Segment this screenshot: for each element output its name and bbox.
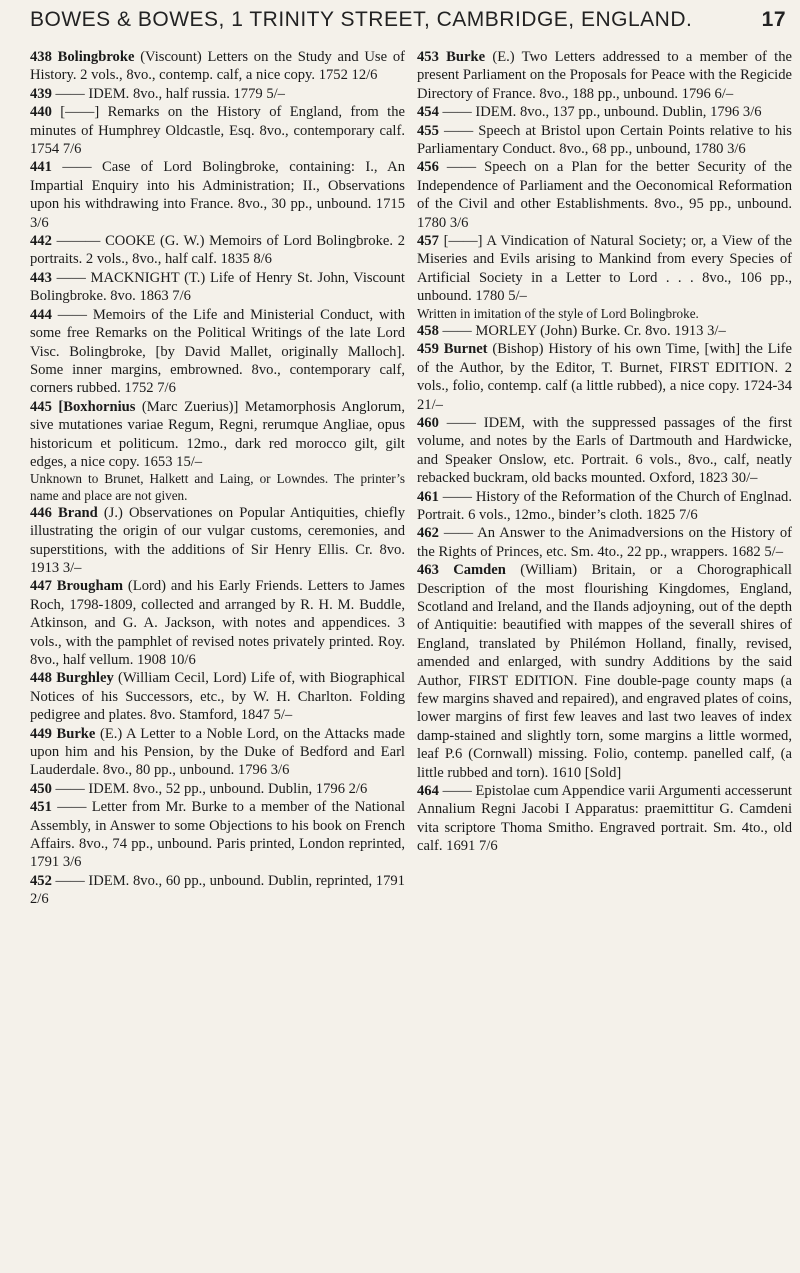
entry-title: Brougham <box>56 578 124 595</box>
entry-text: —— IDEM. 8vo., 52 pp., unbound. Dublin, 1796 2/6 <box>55 780 368 797</box>
entry-number: 461 <box>417 488 439 505</box>
entry-text: —— An Answer to the Animadversions on the History of the Rights of Princes, etc. Sm. 4to., 22 pp., wrappers. 1682 5/– <box>417 525 792 560</box>
entry-text: —— Speech on a Plan for the better Security of the Independence of Parliament and the Oeconomical Reformation of the Civil and other Establishments. 8vo., 95 pp., unbound. 1780 3/6 <box>417 159 792 231</box>
page-number: 17 <box>761 8 786 31</box>
entry-number: 462 <box>417 525 439 542</box>
catalogue-entry <box>30 504 405 578</box>
entry-text: (William) Britain, or a Chorographicall Description of the most flourishing Kingdomes, England, Scotland and Ireland, and the Ilands adjoyning, out of the depth of Antiquitie: beautified with mappes of the severall shires of England, translated by Philémon Holland, finally, revised, amended and enlarged, with sundry Additions by the said Author, FIRST EDITION. Fine double-page county maps (a few margins shaved and repaired), and engraved plates of coins, lower margins of first few leaves and last two leaves of index damp-stained and slightly torn, some margins a little wormed, leaf P.6 (Cornwall) missing. Folio, contemp. panelled calf, (a little rubbed and torn). 1610 [Sold] <box>417 562 792 781</box>
catalogue-entry <box>417 48 792 103</box>
catalogue-entry <box>417 340 792 414</box>
entry-text: (E.) Two Letters addressed to a member of the present Parliament on the Proposals for Peace with the Regicide Directory of France. 8vo., 188 pp., unbound. 1796 6/– <box>417 49 792 102</box>
entry-text: (Bishop) History of his own Time, [with] the Life of the Author, by the Editor, T. Burnet, FIRST EDITION. 2 vols., folio, contemp. calf (a little rubbed), a nice copy. 1724-34 21/– <box>417 341 792 413</box>
entry-number: 448 <box>30 670 52 687</box>
catalogue-entry <box>30 306 405 398</box>
entry-number: 446 <box>30 504 52 521</box>
entry-text: (Marc Zuerius)] Metamorphosis Anglorum, sive mutationes variae Regum, Regni, rerumque Angliae, opus historicum et politicum. 12mo., dark red morocco gilt, gilt edges, a nice copy. 1653 15/– <box>30 398 405 470</box>
catalogue-entry <box>417 232 792 306</box>
entry-title: Burke <box>446 49 486 65</box>
catalogue-entry <box>30 725 405 780</box>
entry-text: —— MORLEY (John) Burke. Cr. 8vo. 1913 3/– <box>442 322 726 339</box>
catalogue-entry <box>417 488 792 525</box>
entry-number: 456 <box>417 159 439 176</box>
entry-text: (J.) Observationes on Popular Antiquities, chiefly illustrating the origin of our vulgar customs, ceremonies, and superstitions, with the additions of Sir Henry Ellis. Cr. 8vo. 1913 3/– <box>30 504 405 576</box>
entry-text: [——] A Vindication of Natural Society; or, a View of the Miseries and Evils arising to Mankind from every Species of Artificial Society in a Letter to Lord . . . 8vo., 106 pp., unbound. 1780 5/– <box>417 233 792 305</box>
catalogue-entry <box>30 158 405 232</box>
catalogue-entry <box>30 48 405 85</box>
entry-number: 447 <box>30 578 52 595</box>
catalogue-entry <box>30 398 405 472</box>
catalogue-entry <box>417 322 792 340</box>
entry-title: Burnet <box>443 341 488 358</box>
catalogue-entry <box>417 524 792 561</box>
entry-number: 451 <box>30 799 52 816</box>
entry-number: 445 <box>30 398 52 415</box>
entry-number: 457 <box>417 233 439 250</box>
left-column <box>30 48 405 909</box>
entry-text: [——] Remarks on the History of England, from the minutes of Humphrey Oldcastle, Esq. 8vo., contemporary calf. 1754 7/6 <box>30 104 405 158</box>
entry-text: —— Letter from Mr. Burke to a member of the National Assembly, in Answer to some Objections to his book on French Affairs. 8vo., 74 pp., unbound. Paris printed, London reprinted, 1791 3/6 <box>30 799 405 871</box>
entry-text: ——— COOKE (G. W.) Memoirs of Lord Bolingbroke. 2 portraits. 2 vols., 8vo., half calf. 1835 8/6 <box>30 233 406 268</box>
catalogue-entry <box>30 798 405 872</box>
catalogue-entry <box>30 269 405 306</box>
catalogue-entry <box>30 103 405 158</box>
catalogue-entry <box>417 158 792 232</box>
entry-text: —— MACKNIGHT (T.) Life of Henry St. John, Viscount Bolingbroke. 8vo. 1863 7/6 <box>30 269 405 305</box>
catalogue-entry <box>30 85 405 103</box>
entry-text: (William Cecil, Lord) Life of, with Biographical Notices of his Successors, etc., by W. H. Charlton. Folding pedigree and plates. 8vo. Stamford, 1847 5/– <box>30 670 405 724</box>
entry-title: Bolingbroke <box>57 49 135 65</box>
catalogue-entry <box>30 232 405 269</box>
entry-number: 441 <box>30 159 52 176</box>
entry-number: 442 <box>30 233 52 250</box>
entry-text: —— Speech at Bristol upon Certain Points relative to his Parliamentary Conduct. 8vo., 68 pp., unbound, 1780 3/6 <box>417 122 792 158</box>
entry-number: 449 <box>30 725 52 742</box>
entry-number: 454 <box>417 104 439 121</box>
catalogue-entry <box>417 103 792 121</box>
entry-number: 452 <box>30 872 52 889</box>
entry-title: Burke <box>56 725 96 742</box>
entry-text: (Lord) and his Early Friends. Letters to James Roch, 1798-1809, collected and arranged by R. H. M. Buddle, Atkinson, and G. A. Jackson, with notes and appendices. 3 vols., with the pamphlet of revised notes privately printed. Roy. 8vo., half vellum. 1908 10/6 <box>30 578 405 668</box>
catalogue-entry <box>417 782 792 856</box>
entry-note <box>30 471 405 503</box>
entry-number: 440 <box>30 104 52 121</box>
catalogue-entry <box>30 780 405 798</box>
entry-text: —— IDEM, with the suppressed passages of the first volume, and notes by the Earls of Dartmouth and Hardwicke, and Speaker Onslow, etc. Portrait. 6 vols., 8vo., calf, neatly rebacked buckram, old backs mounted. Oxford, 1823 30/– <box>417 414 793 487</box>
entry-number: 450 <box>30 780 52 797</box>
entry-number: 464 <box>417 783 439 800</box>
entry-title: [Boxhornius <box>58 398 136 415</box>
entry-number: 439 <box>30 85 52 102</box>
entry-note <box>417 306 792 322</box>
entry-text: —— IDEM. 8vo., 60 pp., unbound. Dublin, reprinted, 1791 2/6 <box>30 872 405 908</box>
entry-text: —— IDEM. 8vo., half russia. 1779 5/– <box>55 85 285 102</box>
entry-number: 453 <box>417 49 439 65</box>
right-column <box>417 48 792 909</box>
entry-text: Unknown to Brunet, Halkett and Laing, or Lowndes. The printer’s name and place are not given. <box>30 471 405 503</box>
header-title: BOWES & BOWES, 1 TRINITY STREET, CAMBRIDGE, ENGLAND. <box>30 8 693 31</box>
catalogue-entry <box>30 669 405 724</box>
entry-text: —— Case of Lord Bolingbroke, containing: I., An Impartial Enquiry into his Administration; II., Observations upon his withdrawing into France. 8vo., 30 pp., unbound. 1715 3/6 <box>30 159 405 231</box>
catalogue-entry <box>417 561 792 782</box>
entry-text: (Viscount) Letters on the Study and Use of History. 2 vols., 8vo., contemp. calf, a nice copy. 1752 12/6 <box>30 49 405 84</box>
entry-number: 459 <box>417 341 439 358</box>
page-header <box>30 8 786 32</box>
entry-title: Brand <box>57 504 98 521</box>
entry-number: 458 <box>417 322 439 339</box>
catalogue-entry <box>417 122 792 159</box>
entry-title: Camden <box>453 562 506 579</box>
entry-text: —— History of the Reformation of the Church of Englnad. Portrait. 6 vols., 12mo., binder’s cloth. 1825 7/6 <box>417 488 792 523</box>
entry-text: —— Memoirs of the Life and Ministerial Conduct, with some free Remarks on the Political Writings of the late Lord Visc. Bolingbroke, [by David Mallet, originally Malloch]. Some inner margins, embrowned. 8vo., contemporary calf, corners rubbed. 1752 7/6 <box>30 306 405 397</box>
entry-number: 444 <box>30 306 52 323</box>
entry-text: (E.) A Letter to a Noble Lord, on the Attacks made upon him and his Pension, by the Duke of Bedford and Earl Lauderdale. 8vo., 80 pp., unbound. 1796 3/6 <box>30 725 405 779</box>
entry-number: 455 <box>417 122 439 139</box>
entry-number: 443 <box>30 269 52 286</box>
entry-number: 463 <box>417 562 439 579</box>
entry-number: 460 <box>417 414 439 431</box>
catalogue-entry <box>30 577 405 669</box>
entry-text: Written in imitation of the style of Lord Bolingbroke. <box>417 305 699 321</box>
entry-text: —— Epistolae cum Appendice varii Argumenti accesserunt Annalium Regni Jacobi I Apparatus: praemittitur G. Camdeni vita scriptore Thoma Smitho. Engraved portrait. Sm. 4to., old calf. 1691 7/6 <box>417 783 792 855</box>
catalogue-entry <box>417 414 792 488</box>
entry-number: 438 <box>30 49 52 65</box>
columns <box>30 48 792 909</box>
entry-title: Burghley <box>56 670 114 687</box>
entry-text: —— IDEM. 8vo., 137 pp., unbound. Dublin, 1796 3/6 <box>442 104 762 121</box>
catalogue-entry <box>30 872 405 909</box>
